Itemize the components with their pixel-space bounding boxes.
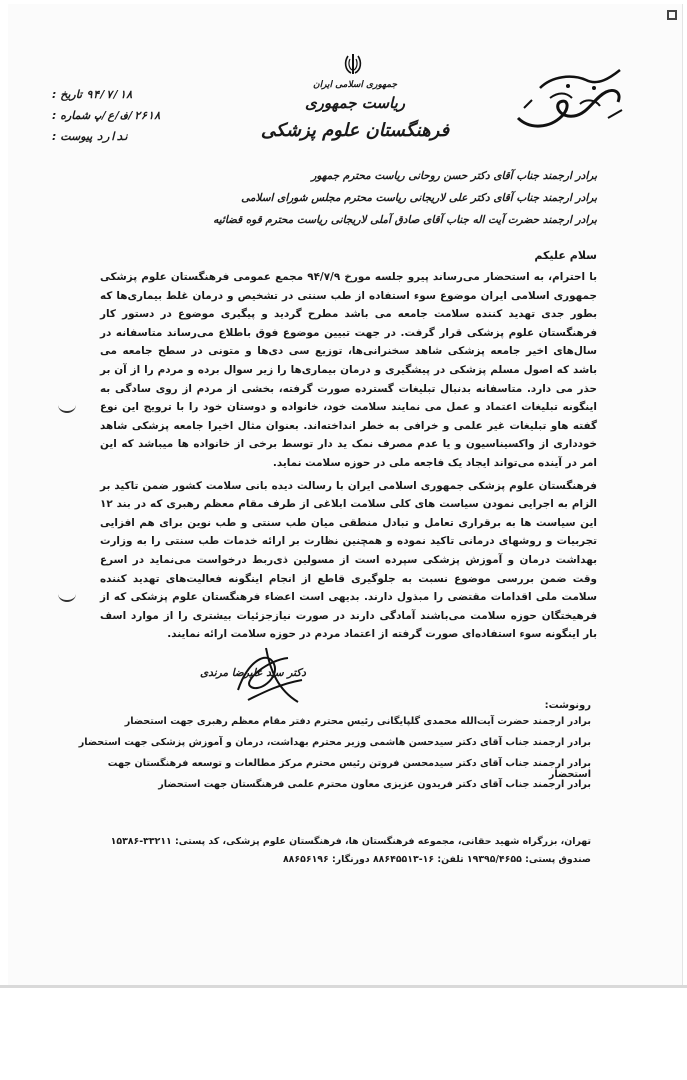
body-paragraph: با احترام، به استحضار می‌رساند پیرو جلسه مورخ ۹۴/۷/۹ مجمع عمومی فرهنگستان علوم پزشکی جمهوری اسلامی ایران موضوع سوء استفاده از طب سنتی در تشخیص و درمان غلط بیماری‌ها که بطور جدی تهدید کننده سلامت جامعه می باشد مطرح گردید و پیگیری موضوع در دستور کار فرهنگستان علوم پزشکی قرار گرفت. در جهت تبیین موضوع فوق باطلاع می‌رساند متاسفانه در سال‌های اخیر جامعه پزشکی شاهد سخنرانی‌ها، توزیع سی دی‌ها و متونی در سطح جامعه می باشد که اصول مسلم پزشکی در پیشگیری و درمان بیماری‌ها را زیر سوال برده و مردم را از آن بر حذر می دارد. متاسفانه بدنبال تبلیغات گسترده صورت گرفته، بخشی از مردم از روی سادگی به اینگونه تبلیغات اعتماد و عمل می نمایند سلامت خود، خانواده و دوستان خود را با ترویج این نوع گفته هاو تبلیغات غیر علمی و خرافی به خطر انداخته‌اند. بعنوان مثال اخیرا جامعه پزشکی شاهد خودداری از واکسیناسیون و یا عدم مصرف نمک ید دار توسط برخی از خانواده ها میباشد که این امر در آینده می‌تواند ایجاد یک فاجعه ملی در حوزه سلامت نماید. xyxy=(100,271,597,469)
attachment-row xyxy=(52,130,202,151)
cc-line: برادر ارجمند جناب آقای دکتر سیدحسن هاشمی وزیر محترم بهداشت، درمان و آموزش پزشکی جهت استحضار xyxy=(78,737,591,748)
recipients xyxy=(77,170,597,236)
punch-mark-icon xyxy=(58,586,76,602)
signatory-name: دکتر سید علیرضا مرندی xyxy=(200,667,306,679)
punch-mark-icon xyxy=(58,397,76,413)
cc-list xyxy=(71,716,591,800)
recipient-line: برادر ارجمند جناب آقای دکتر علی لاریجانی ریاست محترم مجلس شورای اسلامی xyxy=(241,192,597,204)
date-value: ۹۴/۷/۱۸ xyxy=(86,88,133,101)
header-country: جمهوری اسلامی ایران xyxy=(312,80,398,90)
cc-title: رونوشت: xyxy=(544,700,591,711)
academy-calligraphy-logo xyxy=(510,58,630,138)
attachment-label: پیوست : xyxy=(52,130,93,143)
attachment-value: ندارد xyxy=(96,130,130,143)
address-line: تهران، بزرگراه شهید حقانی، مجموعه فرهنگستان ها، فرهنگستان علوم پزشکی، کد پستی: ۳۳۲۱۱-۱۵۳۸۶ xyxy=(110,836,591,847)
date-label: تاریخ : xyxy=(52,88,83,101)
header-academy: فرهنگستان علوم پزشکی xyxy=(260,120,450,141)
address-line: صندوق پستی: ۱۹۳۹۵/۴۶۵۵ تلفن: ۱۶-۸۸۶۴۵۵۱۳ دورنگار: ۸۸۶۵۶۱۹۶ xyxy=(282,854,591,865)
scan-edge xyxy=(0,985,687,988)
header-presidency: ریاست جمهوری xyxy=(304,94,406,112)
cc-line: برادر ارجمند حضرت آیت‌الله محمدی گلپایگانی رئیس محترم دفتر مقام معظم رهبری جهت استحضار xyxy=(124,716,591,727)
cc-line: برادر ارجمند جناب آقای دکتر فریدون عزیزی معاون محترم علمی فرهنگستان جهت استحضار xyxy=(158,779,591,790)
cc-line: برادر ارجمند جناب آقای دکتر سیدمحسن فروتن رئیس محترم مرکز مطالعات و توسعه فرهنگستان جهت استحضار xyxy=(107,758,591,780)
recipient-line: برادر ارجمند حضرت آیت اله جناب آقای صادق آملی لاریجانی ریاست محترم قوه قضائیه xyxy=(213,214,597,226)
number-label: شماره : xyxy=(52,109,91,122)
body-paragraph: فرهنگستان علوم پزشکی جمهوری اسلامی ایران با رسالت دیده بانی سلامت کشور ضمن تاکید بر الزام به اجرایی نمودن سیاست های کلی سلامت ابلاغی از طرف مقام معظم رهبری که در بند ۱۲ این سیاست ها به برقراری تعامل و تبادل منطقی میان طب سنتی و طب نوین برای هم افزایی تجربیات و روشهای درمانی تاکید نموده و همچنین نظارت بر ارائه خدمات طب سنتی را به وزارت بهداشت درمان و آموزش پزشکی سپرده است از مسولین ذی‌ربط درخواست می‌نماید در اسرع وقت ضمن بررسی موضوع نسبت به جلوگیری قاطع از انجام اینگونه فعالیت‌های تهدید کننده سلامت ملی اقدامات مقتضی را مبذول دارند. بدیهی است اعضاء فرهنگستان علوم پزشکی که از فرهیختگان حوزه سلامت می‌باشند آمادگی دارند در صورت نیازجزئیات بیشتری را از موارد اسف بار اینگونه سوء استفاده‌ای صورت گرفته از اعتماد مردم در حوزه سلامت ارائه نمایند. xyxy=(100,479,597,641)
date-row xyxy=(52,88,202,109)
number-row xyxy=(52,109,202,130)
corner-checkbox-icon xyxy=(667,10,677,20)
greeting: سلام علیکم xyxy=(534,249,597,262)
iran-emblem-icon xyxy=(342,52,364,76)
letter-meta xyxy=(52,88,202,151)
footer-address xyxy=(91,836,591,872)
number-value: ۲۶۱۸/ف/ع/پ xyxy=(94,109,161,122)
recipient-line: برادر ارجمند جناب آقای دکتر حسن روحانی ریاست محترم جمهور xyxy=(311,170,597,182)
letter-body xyxy=(100,268,597,648)
